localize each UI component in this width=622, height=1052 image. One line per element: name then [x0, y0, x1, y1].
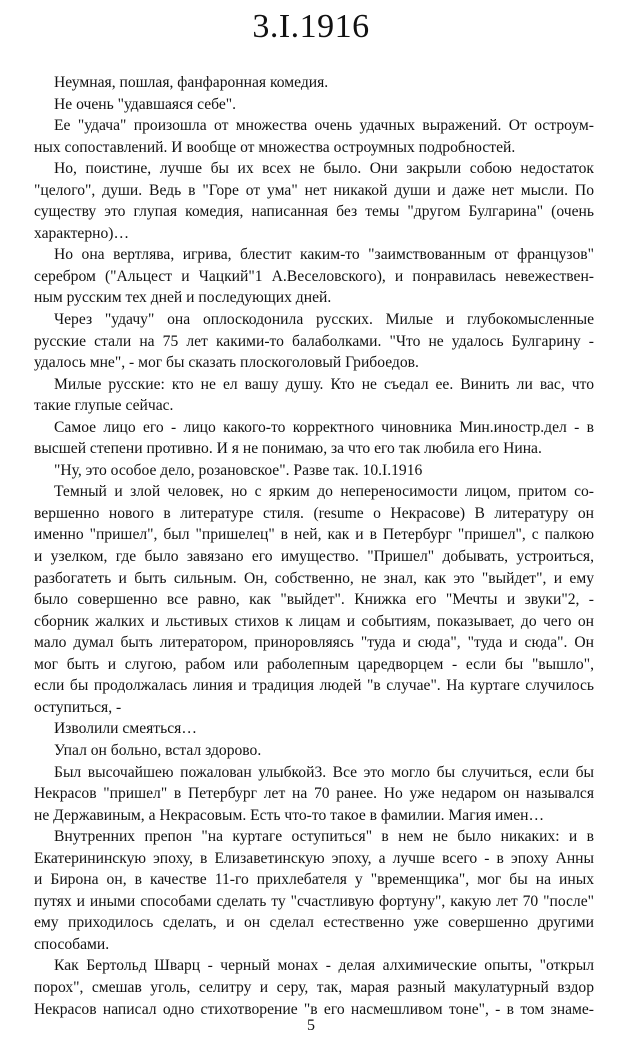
- text-line: если бы продолжалась линия и традиция людей "в случае". На куртаге случилось: [34, 677, 594, 695]
- text-line: Но, поистине, лучше бы их всех не было. Они закрыли собою недостаток: [54, 160, 594, 178]
- text-line: Некрасов написал одно стихотворение "в его насмешливом тоне", - в том знаме-: [34, 1000, 594, 1018]
- text-line: "Ну, это особое дело, розановское". Разве так. 10.I.1916: [54, 461, 423, 479]
- body-text: [34, 72, 594, 1020]
- text-line: удалось мне", - мог бы сказать плоскоголовый Грибоедов.: [34, 354, 419, 372]
- text-line: Но она вертлява, игрива, блестит каким-то "заимствованным от французов": [54, 246, 594, 264]
- text-line: Упал он больно, встал здорово.: [54, 741, 262, 759]
- text-line: Ее "удача" произошла от множества очень удачных выражений. От остроум-: [54, 117, 594, 135]
- text-line: сборник жалких и льстивых стихов к лицам и событиям, показывает, до чего он: [34, 612, 594, 630]
- text-line: вершенно нового в литературе стиля. (resume о Некрасове) В литературу он: [34, 504, 594, 522]
- text-line: Внутренних препон "на куртаге оступиться" в нем не было никаких: и в: [54, 828, 594, 846]
- text-line: русские стали на 75 лет какими-то балаболками. "Что не удалось Булгарину -: [34, 332, 594, 350]
- text-line: Милые русские: кто не ел вашу душу. Кто не съедал ее. Винить ли вас, что: [54, 375, 594, 393]
- text-line: не Державиным, а Некрасовым. Есть что-то такое в фамилии. Магия имен…: [34, 806, 545, 824]
- page-number: 5: [307, 1017, 315, 1034]
- text-line: Темный и злой человек, но с ярким до непереносимости лицом, притом со-: [54, 483, 594, 501]
- text-line: оступиться, -: [34, 698, 122, 716]
- text-line: Неумная, пошлая, фанфаронная комедия.: [54, 74, 329, 91]
- text-line: "целого", души. Ведь в "Горе от ума" нет никакой души и даже нет мысли. По: [34, 181, 594, 199]
- text-line: именно "пришел", был "пришелец" в ней, как и в Петербург "пришел", с палкою: [34, 526, 594, 544]
- text-line: высшей степени противно. И я не понимаю, за что его так любила его Нина.: [34, 440, 542, 458]
- text-line: порох", смешав уголь, селитру и серу, так, марая разный макулатурный вздор: [34, 978, 594, 996]
- text-line: и узелком, где было завязано его имущество. "Пришел" добывать, устроиться,: [34, 548, 594, 566]
- text-line: Екатерининскую эпоху, в Елизаветинскую эпоху, а лучше всего - в эпоху Анны: [34, 849, 594, 867]
- page-title: 3.I.1916: [252, 8, 370, 45]
- text-line: Через "удачу" она оплоскодонила русских. Милые и глубокомысленные: [54, 311, 594, 329]
- text-line: мог быть и слугою, рабом или раболепным царедворцем - если бы "вышло",: [34, 655, 594, 673]
- text-line: Самое лицо его - лицо какого-то корректного чиновника Мин.иностр.дел - в: [54, 418, 594, 436]
- text-line: Был высочайшею пожалован улыбкой3. Все это могло бы случиться, если бы: [54, 763, 594, 781]
- text-line: характерно)…: [34, 224, 130, 242]
- text-line: разбогатеть и быть сильным. Он, собственно, не знал, как это "выйдет", и ему: [34, 569, 594, 587]
- text-line: и Бирона он, в качестве 11-го прихлебателя у "временщика", мог бы на иных: [34, 871, 594, 889]
- text-line: Как Бертольд Шварц - черный монах - делая алхимические опыты, "открыл: [54, 957, 594, 975]
- text-line: мало думал быть литератором, приноровляясь "туда и сюда", "туда и сюда". Он: [34, 634, 594, 652]
- text-line: Некрасов "пришел" в Петербург лет на 70 ранее. Но уже недаром он назывался: [34, 785, 594, 803]
- text-line: способами.: [34, 935, 110, 953]
- text-line: ных сопоставлений. И вообще от множества остроумных подробностей.: [34, 138, 516, 156]
- text-line: Изволили смеяться…: [54, 720, 197, 738]
- text-line: серебром ("Альцест и Чацкий"1 А.Веселовского), и понравилась невежествен-: [34, 267, 594, 285]
- text-line: путях и иными способами сделать ту "счастливую фортуну", какую лет 70 "после": [34, 892, 594, 910]
- text-line: существу это глупая комедия, написанная без темы "другом Булгарина" (очень: [34, 203, 594, 221]
- text-line: ему приходилось сделать, и он сделал естественно уже совершенно другими: [34, 914, 594, 932]
- text-line: ным русским тех дней и последующих дней.: [34, 289, 332, 307]
- text-line: было совершенно все равно, как "выйдет". Книжка его "Мечты и звуки"2, -: [34, 591, 594, 609]
- text-line: такие глупые сейчас.: [34, 397, 174, 415]
- text-line: Не очень "удавшаяся себе".: [54, 95, 237, 113]
